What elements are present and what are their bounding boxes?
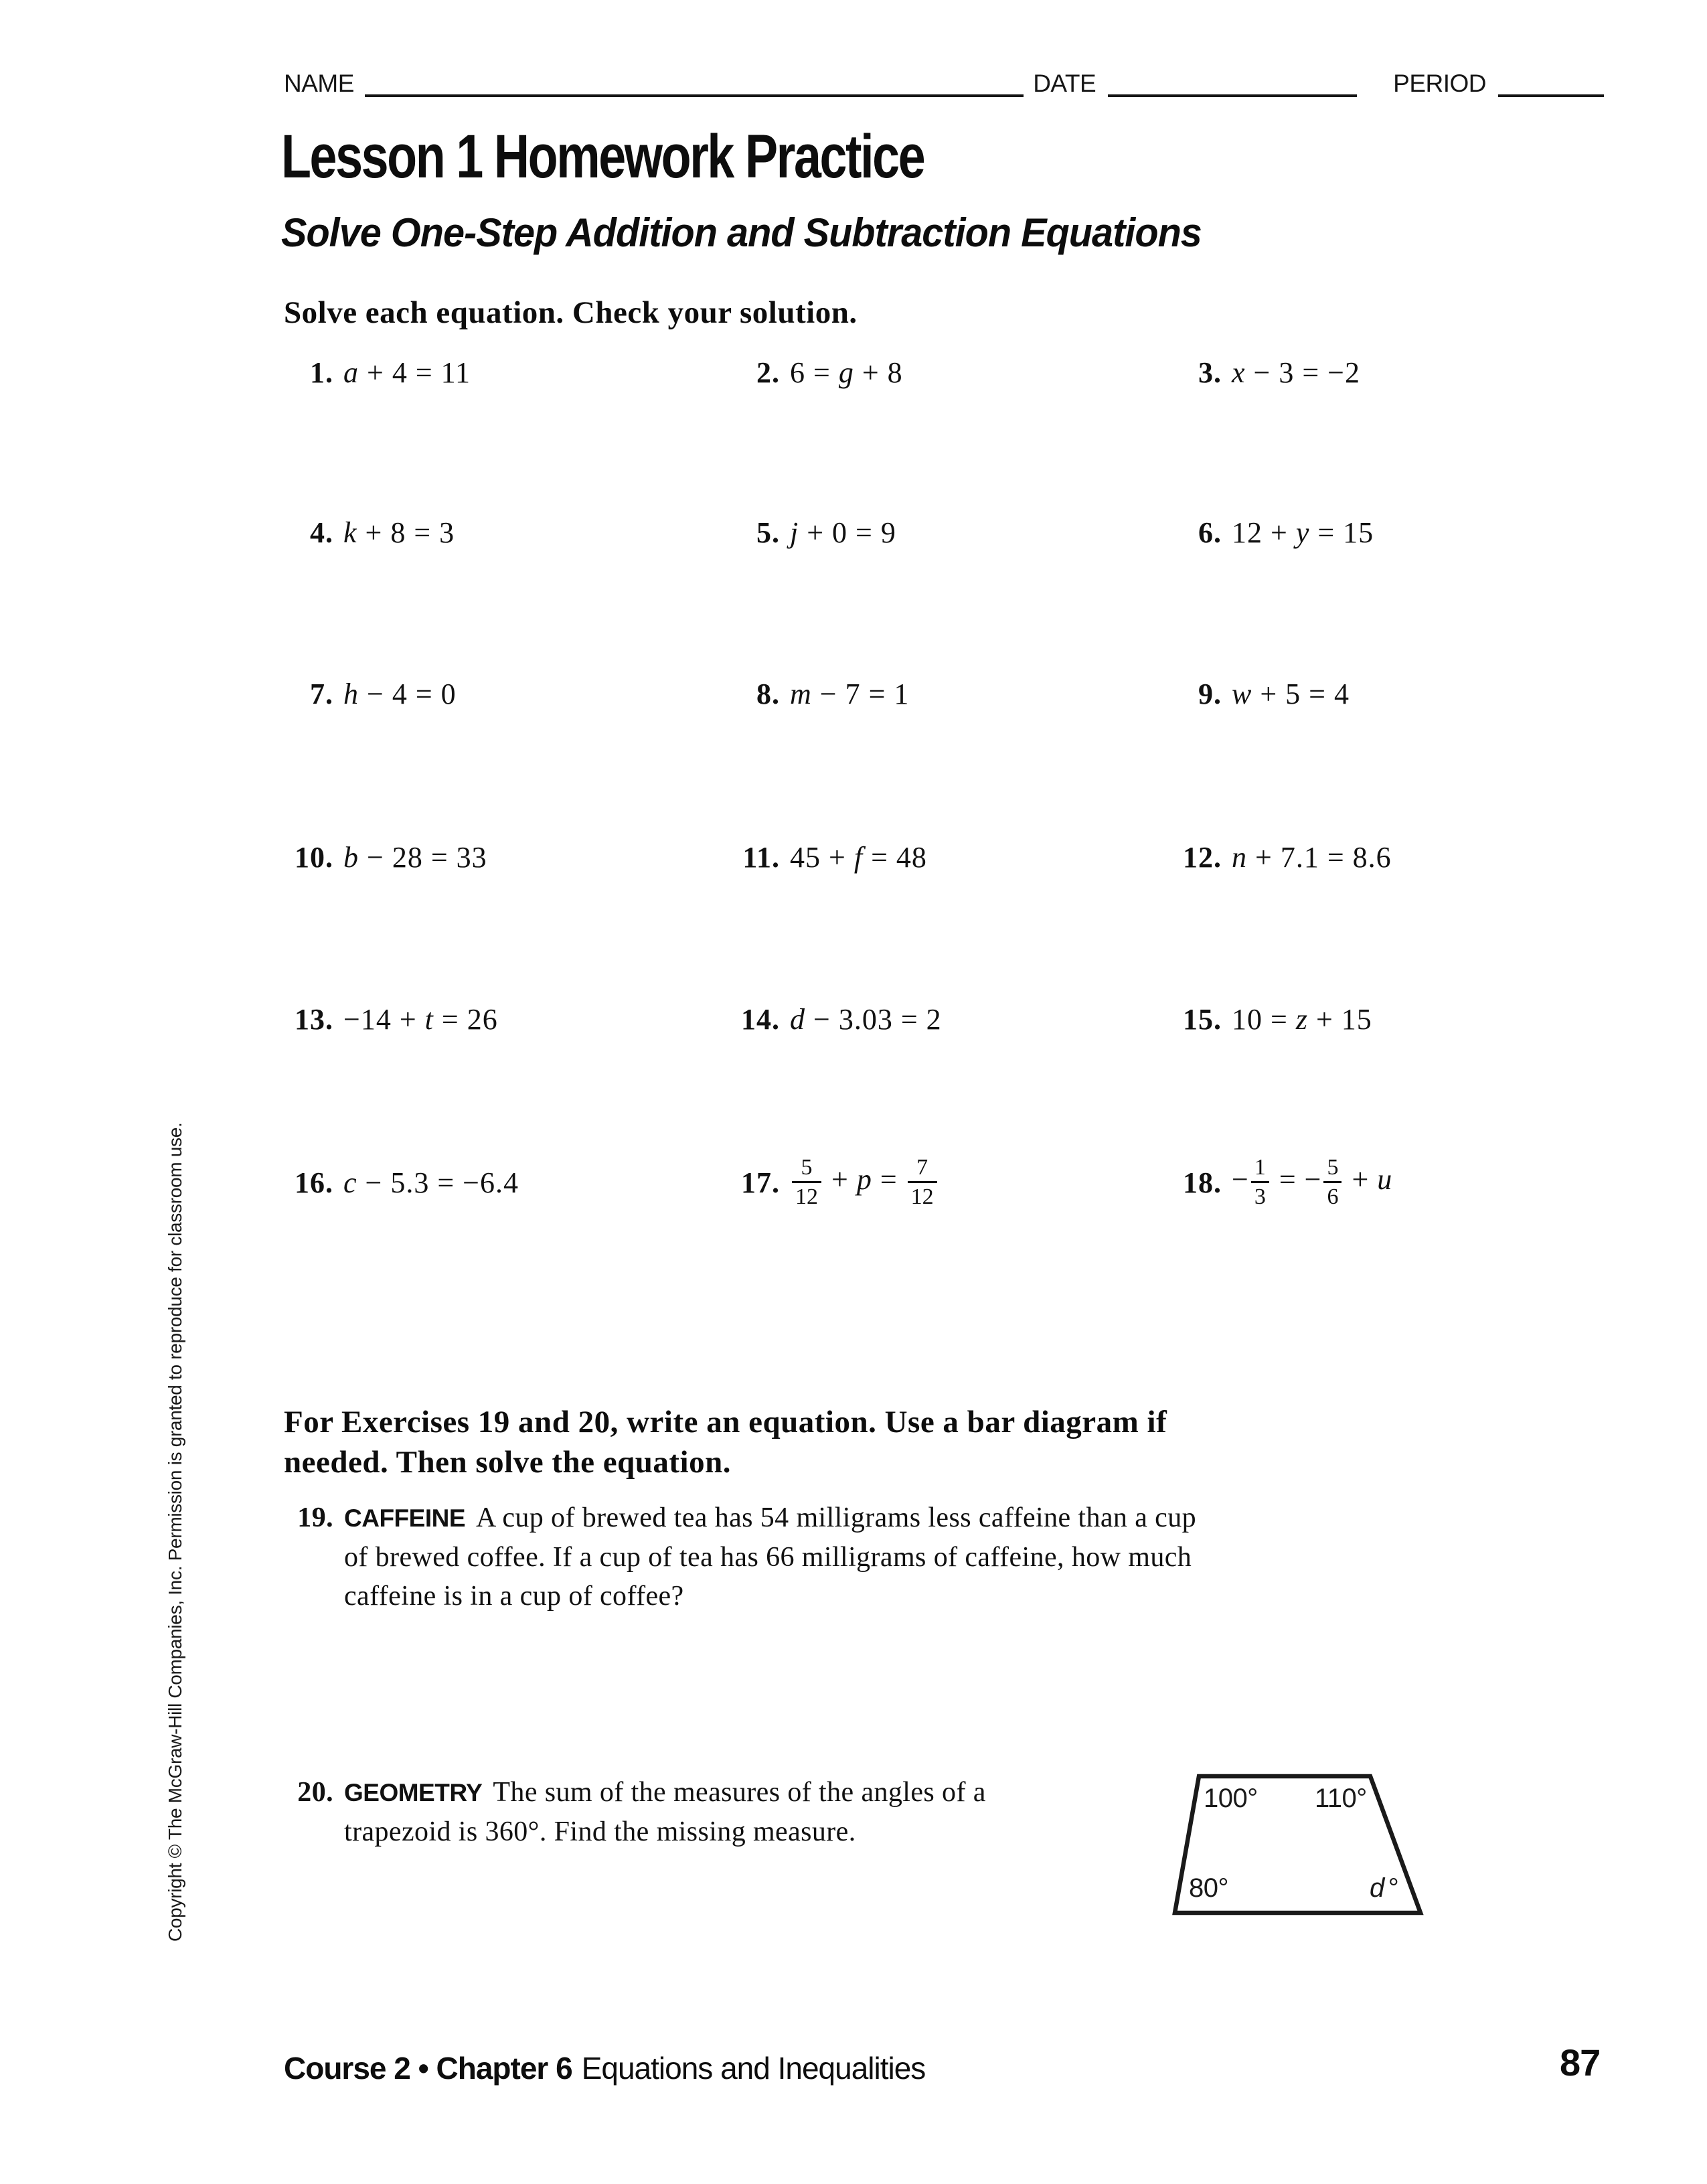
degree-symbol: ° — [1388, 1873, 1399, 1903]
fraction: $\frac{7}{12}$ — [908, 1154, 937, 1211]
period-blank-line — [1498, 90, 1604, 97]
problem-number: 11. — [742, 840, 780, 874]
word-problems-heading-line1: For Exercises 19 and 20, write an equation. Use a bar diagram if — [284, 1405, 1167, 1439]
trapezoid-angle-top-left: 100° — [1204, 1784, 1258, 1813]
problem-equation: x − 3 = −2 — [1232, 356, 1360, 389]
problem-number: 18. — [1183, 1166, 1222, 1199]
problem-number: 13. — [295, 1002, 333, 1036]
problem-equation: c − 5.3 = −6.4 — [343, 1166, 519, 1199]
problem-20-line1 — [344, 1773, 986, 1812]
problem-equation: w + 5 = 4 — [1232, 677, 1350, 710]
problem-equation: h − 4 = 0 — [343, 677, 457, 710]
problem-equation: 10 = z + 15 — [1232, 1002, 1372, 1036]
problem-number: 17. — [741, 1166, 780, 1199]
caffeine-tag: CAFFEINE — [344, 1504, 465, 1532]
section-heading: Solve each equation. Check your solution. — [284, 295, 858, 330]
footer-chapter-title: Equations and Inequalities — [581, 2051, 926, 2086]
problem-19-text — [344, 1498, 1196, 1616]
page-number: 87 — [1560, 2041, 1601, 2084]
problem-19-line1-text: A cup of brewed tea has 54 milligrams less caffeine than a cup — [476, 1502, 1197, 1533]
problem-number: 3. — [1198, 356, 1222, 389]
problem-3 — [1128, 351, 1360, 394]
problem-1 — [240, 351, 471, 394]
problem-19-line2: of brewed coffee. If a cup of tea has 66 milligrams of caffeine, how much — [344, 1542, 1192, 1573]
problem-14 — [686, 998, 942, 1040]
problem-equation: b − 28 = 33 — [343, 840, 487, 874]
problem-number: 5. — [756, 516, 780, 549]
word-problems-heading — [284, 1402, 1167, 1482]
trapezoid-angle-bottom-right — [1370, 1873, 1398, 1903]
problem-number: 2. — [756, 356, 780, 389]
name-label: NAME — [284, 70, 354, 97]
problem-17 — [686, 1137, 939, 1228]
problem-2 — [686, 351, 903, 394]
problem-20-line1-text: The sum of the measures of the angles of a — [493, 1777, 986, 1808]
problem-16 — [240, 1137, 519, 1228]
period-label: PERIOD — [1393, 70, 1486, 97]
trapezoid-angle-bottom-left: 80° — [1189, 1873, 1228, 1903]
problem-9 — [1128, 672, 1350, 715]
problem-number: 7. — [310, 677, 333, 710]
problem-number: 16. — [295, 1166, 333, 1199]
date-blank-line — [1108, 90, 1357, 97]
problem-19 — [240, 1498, 1445, 1616]
problem-equation: n + 7.1 = 8.6 — [1232, 840, 1392, 874]
page-title: Lesson 1 Homework Practice — [281, 123, 924, 191]
problem-5 — [686, 511, 896, 554]
problem-equation: d − 3.03 = 2 — [790, 1002, 942, 1036]
problem-11 — [686, 836, 927, 878]
fraction: $\frac{1}{3}$ — [1251, 1154, 1269, 1211]
problem-equation: − $\frac{1}{3}$ = − $\frac{5}{6}$ + u — [1232, 1154, 1392, 1211]
problem-number: 4. — [310, 516, 333, 549]
problem-number: 10. — [295, 840, 333, 874]
problem-number: 6. — [1198, 516, 1222, 549]
problem-12 — [1128, 836, 1392, 878]
fraction: $\frac{5}{12}$ — [792, 1154, 821, 1211]
geometry-tag: GEOMETRY — [344, 1779, 483, 1806]
problem-6 — [1128, 511, 1374, 554]
problem-number: 20. — [297, 1777, 333, 1808]
problem-equation: j + 0 = 9 — [790, 516, 896, 549]
footer-course-info — [284, 2050, 925, 2086]
problem-20-text — [344, 1773, 986, 1851]
problem-20 — [240, 1773, 1190, 1851]
copyright-sidebar-text: Copyright © The McGraw-Hill Companies, Inc. Permission is granted to reproduce for classroom use. — [165, 1122, 185, 1942]
problem-number: 15. — [1183, 1002, 1222, 1036]
problem-7 — [240, 672, 457, 715]
problem-10 — [240, 836, 487, 878]
problem-13 — [240, 998, 498, 1040]
problem-equation: −14 + t = 26 — [343, 1002, 498, 1036]
word-problems-heading-line2: needed. Then solve the equation. — [284, 1445, 731, 1480]
problem-equation: a + 4 = 11 — [343, 356, 471, 389]
problem-equation: 12 + y = 15 — [1232, 516, 1374, 549]
problem-equation: 6 = g + 8 — [790, 356, 903, 389]
page-subtitle: Solve One-Step Addition and Subtraction Equations — [281, 210, 1202, 255]
problem-19-line1 — [344, 1498, 1196, 1538]
problem-equation: m − 7 = 1 — [790, 677, 910, 710]
problem-number: 12. — [1183, 840, 1222, 874]
problem-number: 14. — [741, 1002, 780, 1036]
header-fill-in-row — [284, 70, 1604, 98]
problem-8 — [686, 672, 909, 715]
problem-19-line3: caffeine is in a cup of coffee? — [344, 1581, 684, 1612]
problem-number: 8. — [756, 677, 780, 710]
problem-18 — [1128, 1137, 1392, 1228]
problem-equation: k + 8 = 3 — [343, 516, 455, 549]
missing-angle-variable: d — [1370, 1873, 1384, 1903]
problem-equation: $\frac{5}{12}$ + p = $\frac{7}{12}$ — [790, 1154, 939, 1211]
problem-4 — [240, 511, 455, 554]
problem-15 — [1128, 998, 1372, 1040]
problem-equation: 45 + f = 48 — [790, 840, 927, 874]
date-label: DATE — [1033, 70, 1096, 97]
problem-20-line2: trapezoid is 360°. Find the missing measure. — [344, 1816, 856, 1847]
name-blank-line — [365, 90, 1024, 97]
problem-number: 1. — [310, 356, 333, 389]
fraction: $\frac{5}{6}$ — [1323, 1154, 1342, 1211]
problem-number: 9. — [1198, 677, 1222, 710]
trapezoid-angle-top-right: 110° — [1315, 1784, 1367, 1813]
footer-course-chapter: Course 2 • Chapter 6 — [284, 2051, 572, 2086]
problem-number: 19. — [297, 1502, 333, 1533]
